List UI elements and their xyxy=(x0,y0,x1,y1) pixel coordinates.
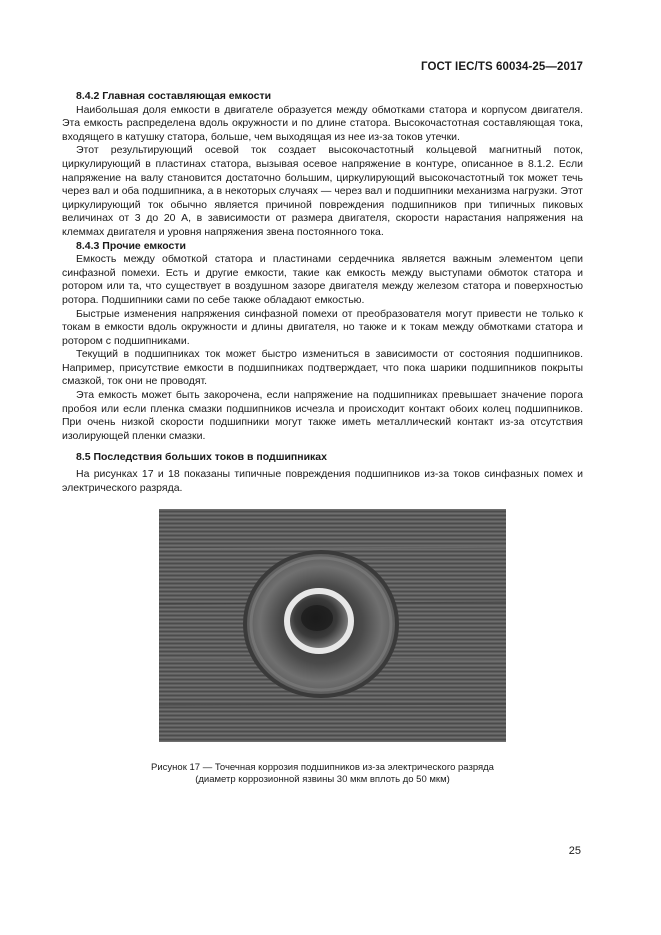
paragraph: Эта емкость может быть закорочена, если напряжение на подшипниках превышает значение порога пробоя или если пленка смазки подшипников исчезла и происходит контакт обоих колец подшипников. При очень низкой скорости подшипники могут также иметь металлический контакт из-за отсутствия изолирующей пленки смазки. xyxy=(62,389,583,442)
page-content xyxy=(62,90,583,495)
section-heading-842: 8.4.2 Главная составляющая емкости xyxy=(76,90,272,102)
caption-line-2: (диаметр коррозионной язвины 30 мкм вплоть до 50 мкм) xyxy=(195,774,450,785)
paragraph: Наибольшая доля емкости в двигателе образуется между обмотками статора и корпусом двигателя. Эта емкость распределена вдоль окружности и по длине статора. Высокочастотная составляющая тока, входящего в катушку статора, больше, чем выходящая из нее из-за токов утечки. xyxy=(62,103,583,143)
caption-line-1: Рисунок 17 — Точечная коррозия подшипников из-за электрического разряда xyxy=(151,762,494,773)
paragraph: Этот результирующий осевой ток создает высокочастотный кольцевой магнитный поток, циркулирующий в пластинах статора, вызывая осевое напряжение в контуре, описанное в 8.1.2. Если напряжение на валу становится достаточно большим, циркулирующий высокочастотный ток может течь через вал и оба подшипника, а в некоторых случаях — через вал и подшипники механизма нагрузки. Этот циркулирующий ток обычно является причиной повреждения подшипников при типичных пиковых величинах от 3 до 20 А, в зависимости от размера двигателя, скорости нарастания напряжения на клеммах двигателя и уровня напряжения звена постоянного тока. xyxy=(62,144,583,238)
bearing-corrosion-photo xyxy=(159,509,506,742)
paragraph: Емкость между обмоткой статора и пластинами сердечника является важным элементом цепи синфазной помехи. Есть и другие емкости, такие как емкость между выступами обмоток статора и ротором или та, что существует в воздушном зазоре двигателя между железом статора и поверхностью ротора. Подшипники сами по себе также обладают емкостью. xyxy=(62,253,583,306)
section-heading-843: 8.4.3 Прочие емкости xyxy=(76,239,186,252)
document-header: ГОСТ IEC/TS 60034-25—2017 xyxy=(421,61,583,73)
section-heading-85: 8.5 Последствия больших токов в подшипниках xyxy=(76,451,327,464)
figure-caption xyxy=(62,762,583,786)
paragraph: На рисунках 17 и 18 показаны типичные повреждения подшипников из-за токов синфазных помех и электрического разряда. xyxy=(62,468,583,494)
paragraph: Текущий в подшипниках ток может быстро измениться в зависимости от состояния подшипников. Например, присутствие емкости в подшипниках подтверждает, что пока шарики подшипников покрыты смазкой, ток они не проводят. xyxy=(62,348,583,388)
page-number: 25 xyxy=(568,845,581,857)
paragraph: Быстрые изменения напряжения синфазной помехи от преобразователя могут привести не только к токам в емкости вдоль окружности и длины двигателя, но также и к токам между обмотками статора и ротором с подшипниками. xyxy=(62,307,583,347)
